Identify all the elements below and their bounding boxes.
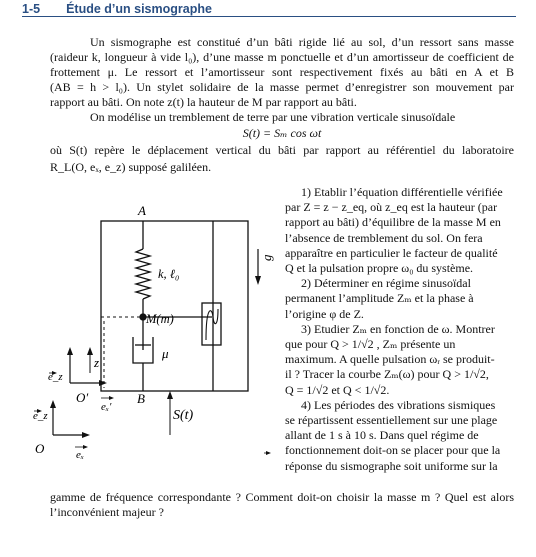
q1-line-1: 1) Etablir l’équation différentielle vérifiée bbox=[301, 185, 503, 199]
section-number: 1-5 bbox=[22, 2, 41, 16]
q4-line-1: 4) Les périodes des vibrations sismiques bbox=[301, 397, 496, 412]
label-mass: M(m) bbox=[146, 312, 174, 326]
q3-line-1: 3) Etudier Zₘ en fonction de ω. Montrer bbox=[301, 321, 495, 336]
frame bbox=[101, 221, 248, 391]
section-heading bbox=[22, 2, 212, 16]
label-ez-inner: e_z bbox=[48, 371, 63, 383]
label-A: A bbox=[138, 203, 146, 218]
section-title: Étude d’un sismographe bbox=[66, 2, 212, 16]
label-S: S(t) bbox=[173, 408, 194, 423]
q1-line-4: l’absence de tremblement du sol. On fera bbox=[285, 230, 483, 245]
intro-line-1: Un sismographe est constitué d’un bâti rigide lié au sol, d’un ressort sans masse bbox=[90, 35, 514, 49]
intro-line-4: (AB = h > l₀). Un stylet solidaire de la masse permet d’enregistrer son mouvement par bbox=[50, 80, 514, 94]
q2-line-2: permanent l’amplitude Zₘ et la phase à bbox=[285, 291, 474, 306]
label-ez-outer: e_z bbox=[33, 410, 48, 422]
q1-line-2: par Z = z − z_eq, où z_eq est la hauteur (par bbox=[285, 200, 498, 215]
label-g: g bbox=[259, 254, 274, 261]
q3-line-4: il ? Tracer la courbe Zₘ(ω) pour Q > 1/√2, bbox=[285, 367, 489, 382]
closing-line-2: l’inconvénient majeur ? bbox=[50, 505, 164, 519]
question-2 bbox=[285, 276, 514, 322]
q4-line-3: allant de 1 s à 10 s. Dans quel régime de bbox=[285, 428, 479, 443]
heading-rule bbox=[22, 16, 516, 17]
intro-line-2: (raideur k, longueur à vide l₀), d’une masse m ponctuelle et d’un amortisseur de coefficient de bbox=[50, 50, 514, 64]
closing-line-1: gamme de fréquence correspondante ? Comment doit-on choisir la masse m ? Quel est alors bbox=[50, 490, 514, 504]
q3-line-3: maximum. A quelle pulsation ωᵣ se produit- bbox=[285, 352, 495, 367]
question-4 bbox=[285, 398, 514, 474]
question-3 bbox=[285, 322, 514, 398]
q3-line-5: Q = 1/√2 et Q < 1/√2. bbox=[285, 382, 390, 397]
label-O-prime: O′ bbox=[76, 390, 89, 405]
q4-line-5: réponse du sismographe soit uniforme sur la bbox=[285, 458, 498, 473]
label-O: O bbox=[35, 441, 45, 456]
q2-line-3: l’origine φ de Z. bbox=[285, 306, 364, 321]
label-ex-outer: eₓ bbox=[76, 449, 85, 461]
where-line-1: où S(t) repère le déplacement vertical du bâti par rapport au référentiel du laboratoire bbox=[50, 143, 514, 157]
label-spring: k, ℓ₀ bbox=[158, 267, 180, 281]
questions-column bbox=[285, 185, 514, 474]
label-mu: μ bbox=[162, 346, 169, 361]
q1-line-6: Q et la pulsation propre ω₀ du système. bbox=[285, 261, 474, 276]
question-1 bbox=[285, 185, 514, 276]
intro-line-3: frottement μ. Le ressort et l’amortisseur sont respectivement fixés au bâti en A et B bbox=[50, 65, 514, 79]
q1-line-5: apparaître en particulier le facteur de qualité bbox=[285, 245, 498, 260]
label-z: z bbox=[94, 355, 100, 370]
q4-line-2: se répartissent essentiellement sur une plage bbox=[285, 413, 498, 428]
equation: S(t) = Sₘ cos ωt bbox=[242, 126, 322, 140]
recording-trace bbox=[206, 309, 218, 340]
q2-line-1: 2) Déterminer en régime sinusoïdal bbox=[301, 276, 471, 291]
intro-line-5: rapport au bâti. On note z(t) la hauteur de M par rapport au bâti. bbox=[50, 95, 357, 109]
model-line: On modélise un tremblement de terre par une vibration verticale sinusoïdale bbox=[90, 110, 456, 124]
where-line-2: R_L(O, eₓ, e_z) supposé galiléen. bbox=[50, 160, 212, 174]
label-B: B bbox=[137, 391, 145, 406]
label-ex-inner: eₓ′ bbox=[101, 401, 112, 413]
q1-line-3: rapport au bâti) d’équilibre de la masse M en bbox=[285, 215, 501, 230]
seismograph-diagram bbox=[0, 195, 280, 485]
spring bbox=[136, 249, 150, 299]
q4-line-4: fonctionnement doit-on se placer pour que la bbox=[285, 443, 501, 458]
q3-line-2: que pour Q > 1/√2 , Zₘ présente un bbox=[285, 337, 456, 352]
